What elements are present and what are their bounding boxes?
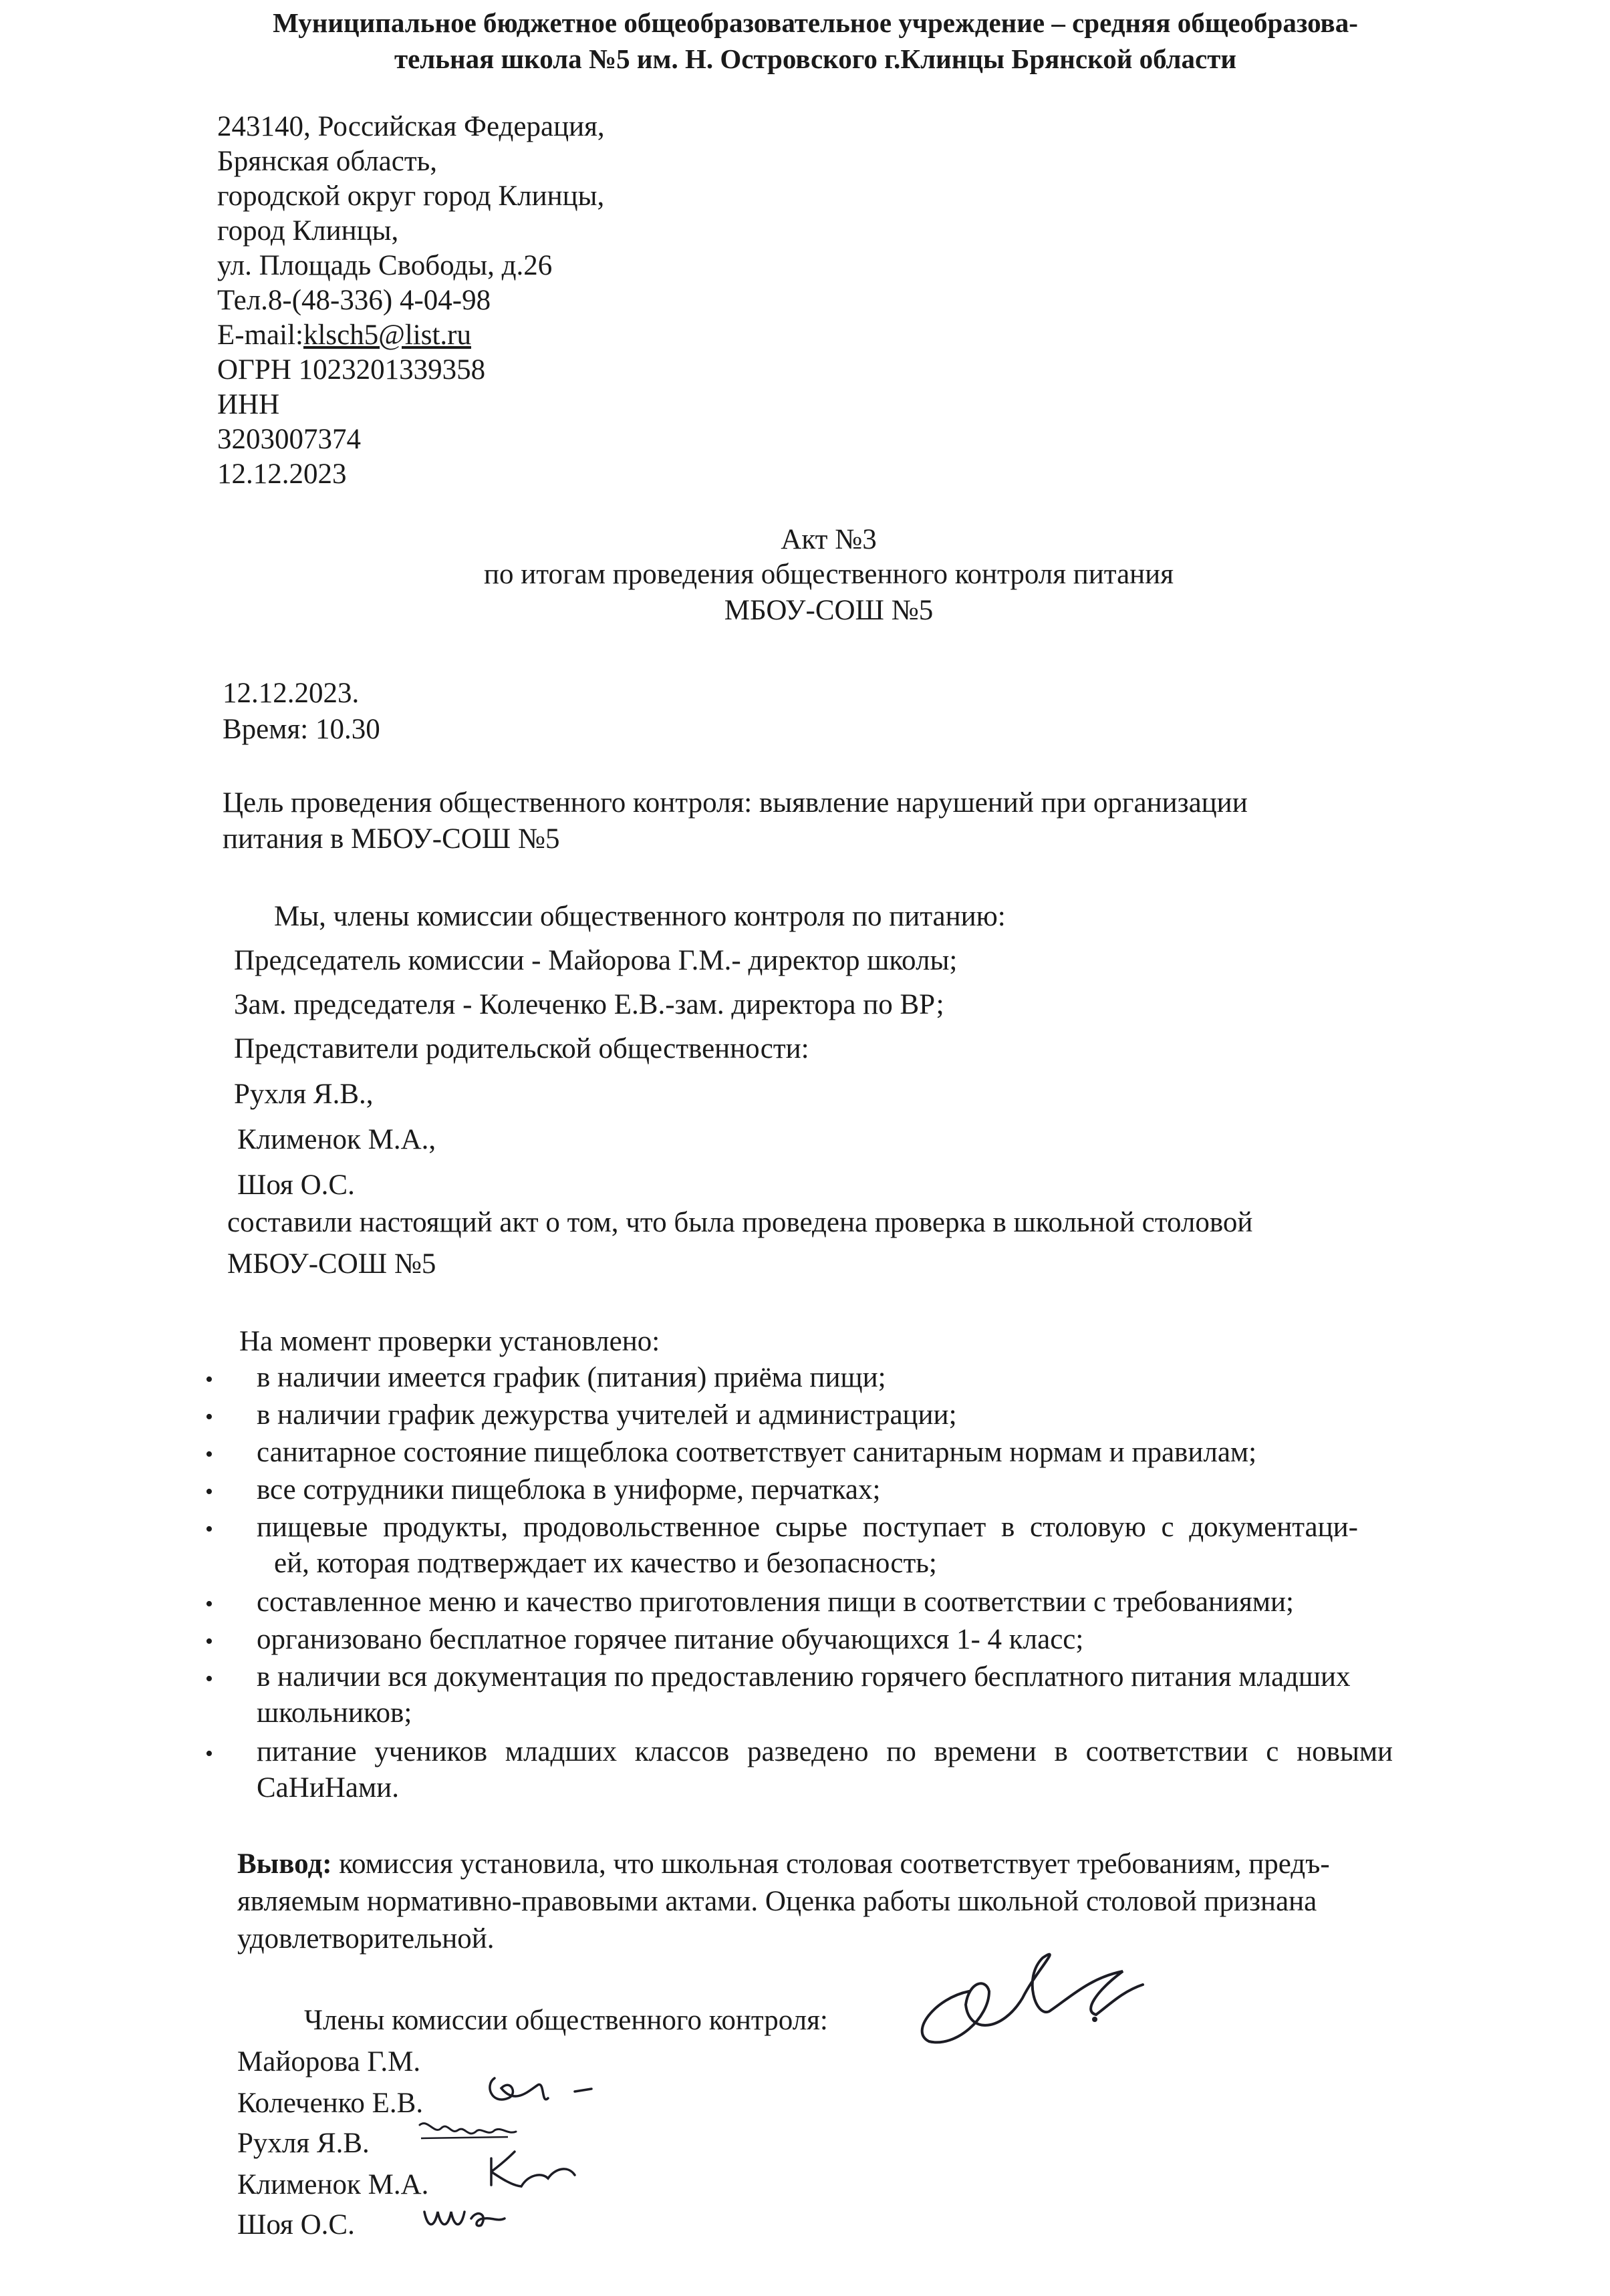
signatory-name: Майорова Г.М. [237, 2046, 421, 2077]
bullet-icon: • [205, 1517, 213, 1542]
signatory-name: Клименок М.А. [237, 2169, 429, 2200]
conclusion-label: Вывод: [237, 1848, 332, 1880]
address-line: Брянская область, [217, 146, 438, 177]
conclusion-line-3: удовлетворительной. [237, 1923, 495, 1955]
school-name-line-1: Муниципальное бюджетное общеобразовательное учреждение – средняя общеобразова- [273, 7, 1358, 38]
address-line: ул. Площадь Свободы, д.26 [217, 250, 553, 281]
signature-klimenok-icon [481, 2145, 601, 2198]
act-date: 12.12.2023. [223, 678, 360, 709]
conclusion-line-2: являемым нормативно-правовыми актами. Оценка работы школьной столовой признана [237, 1886, 1317, 1917]
director-signature-icon [869, 1918, 1163, 2051]
goal-line-2: питания в МБОУ-СОШ №5 [223, 823, 560, 855]
finding-item-continued: школьников; [257, 1697, 412, 1729]
bullet-icon: • [205, 1667, 213, 1691]
finding-item-continued: ей, которая подтверждает их качество и безопасность; [274, 1548, 937, 1579]
bullet-icon: • [205, 1592, 213, 1616]
bullet-icon: • [205, 1367, 213, 1392]
finding-item: в наличии имеется график (питания) приёма пищи; [257, 1362, 886, 1393]
parents-label: Представители родительской общественности: [234, 1033, 809, 1064]
statement-line-1: составили настоящий акт о том, что была проведена проверка в школьной столовой [227, 1207, 1253, 1238]
address-line: город Клинцы, [217, 215, 399, 247]
phone-line: Тел.8-(48-336) 4-04-98 [217, 285, 491, 316]
finding-item: питание учеников младших классов разведено по времени в соответствии с новыми [257, 1736, 1393, 1767]
signature-kolechenko-icon [481, 2065, 615, 2118]
members-intro: Мы, члены комиссии общественного контроля по питанию: [274, 901, 1006, 932]
act-title: Акт №3 [781, 524, 877, 555]
statement-line-2: МБОУ-СОШ №5 [227, 1248, 436, 1280]
signatures-intro: Члены комиссии общественного контроля: [304, 2005, 828, 2036]
inn-value: 3203007374 [217, 424, 361, 455]
act-school: МБОУ-СОШ №5 [724, 595, 934, 626]
email-link[interactable]: klsch5@list.ru [303, 319, 471, 351]
findings-intro: На момент проверки установлено: [239, 1326, 660, 1357]
inn-label: ИНН [217, 389, 280, 420]
finding-item: составленное меню и качество приготовления пищи в соответствии с требованиями; [257, 1586, 1294, 1618]
conclusion-text: комиссия установила, что школьная столовая соответствует требованиям, предъ- [339, 1848, 1330, 1880]
parent-name: Клименок М.А., [237, 1124, 436, 1155]
bullet-icon: • [205, 1741, 213, 1766]
bullet-icon: • [205, 1442, 213, 1467]
chair-line: Председатель комиссии - Майорова Г.М.- директор школы; [234, 945, 958, 976]
letter-date: 12.12.2023 [217, 458, 347, 490]
school-name-line-2: тельная школа №5 им. Н. Островского г.Клинцы Брянской области [394, 43, 1237, 74]
finding-item: пищевые продукты, продовольственное сырье поступает в столовую с документаци- [257, 1512, 1358, 1543]
finding-item: в наличии вся документация по предоставлению горячего бесплатного питания младших [257, 1661, 1351, 1693]
parent-name: Рухля Я.В., [234, 1079, 374, 1110]
act-subtitle: по итогам проведения общественного контроля питания [484, 559, 1174, 590]
conclusion-line-1 [237, 1847, 1330, 1882]
bullet-icon: • [205, 1479, 213, 1504]
email-label: E-mail: [217, 319, 303, 351]
address-line: городской округ город Клинцы, [217, 180, 605, 212]
goal-line-1: Цель проведения общественного контроля: выявление нарушений при организации [223, 787, 1248, 819]
parent-name: Шоя О.С. [237, 1169, 355, 1201]
address-line: 243140, Российская Федерация, [217, 111, 605, 142]
bullet-icon: • [205, 1405, 213, 1429]
finding-item: все сотрудники пищеблока в униформе, перчатках; [257, 1474, 881, 1505]
signatory-name: Рухля Я.В. [237, 2128, 370, 2159]
signatory-name: Шоя О.С. [237, 2209, 355, 2241]
deputy-line: Зам. председателя - Колеченко Е.В.-зам. директора по ВР; [234, 989, 944, 1020]
email-line [217, 318, 471, 353]
signature-shoya-icon [418, 2192, 518, 2239]
act-time: Время: 10.30 [223, 714, 380, 745]
finding-item: организовано бесплатное горячее питание обучающихся 1- 4 класс; [257, 1624, 1084, 1655]
finding-item: в наличии график дежурства учителей и администрации; [257, 1399, 957, 1431]
bullet-icon: • [205, 1629, 213, 1654]
finding-item-continued: СаНиНами. [257, 1772, 399, 1804]
finding-item: санитарное состояние пищеблока соответствует санитарным нормам и правилам; [257, 1437, 1257, 1468]
ogrn-line: ОГРН 1023201339358 [217, 354, 486, 386]
signatory-name: Колеченко Е.В. [237, 2088, 424, 2119]
